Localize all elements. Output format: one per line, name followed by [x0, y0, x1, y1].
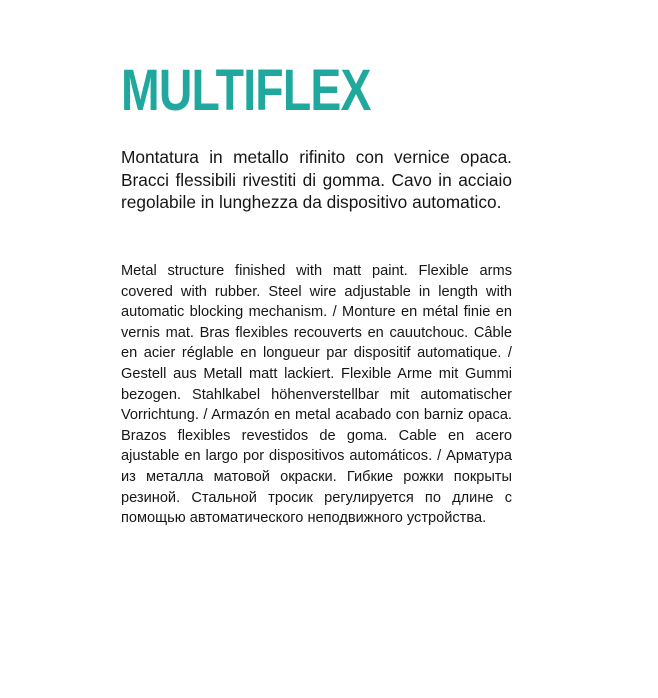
product-title: MULTIFLEX	[121, 58, 371, 123]
multilingual-description: Metal structure finished with matt paint. Flexible arms covered with rubber. Steel wire adjustable in length with automatic blocking mechanism. / Monture en métal finie en vernis mat. Bras flexibles recouverts en cauutchouc. Câble en acier réglable en longueur par dispositif automatique. / Gestell aus Metall matt lackiert. Flexible Arme mit Gummi bezogen. Stahlkabel höhenverstellbar mit automatischer Vorrichtung. / Armazón en metal acabado con barniz opaca. Brazos flexibles revestidos de goma. Cable en acero ajustable en largo por dispositivos automáticos. / Арматура из металла матовой окраски. Гибкие рожки покрыты резиной. Стальной тросик регулируется по длине с помощью автоматического неподвижного устройства.	[121, 263, 512, 527]
italian-description: Montatura in metallo rifinito con vernice opaca. Bracci flessibili rivestiti di gomma. Cavo in acciaio regolabile in lunghezza da dispositivo automatico.	[121, 147, 512, 212]
